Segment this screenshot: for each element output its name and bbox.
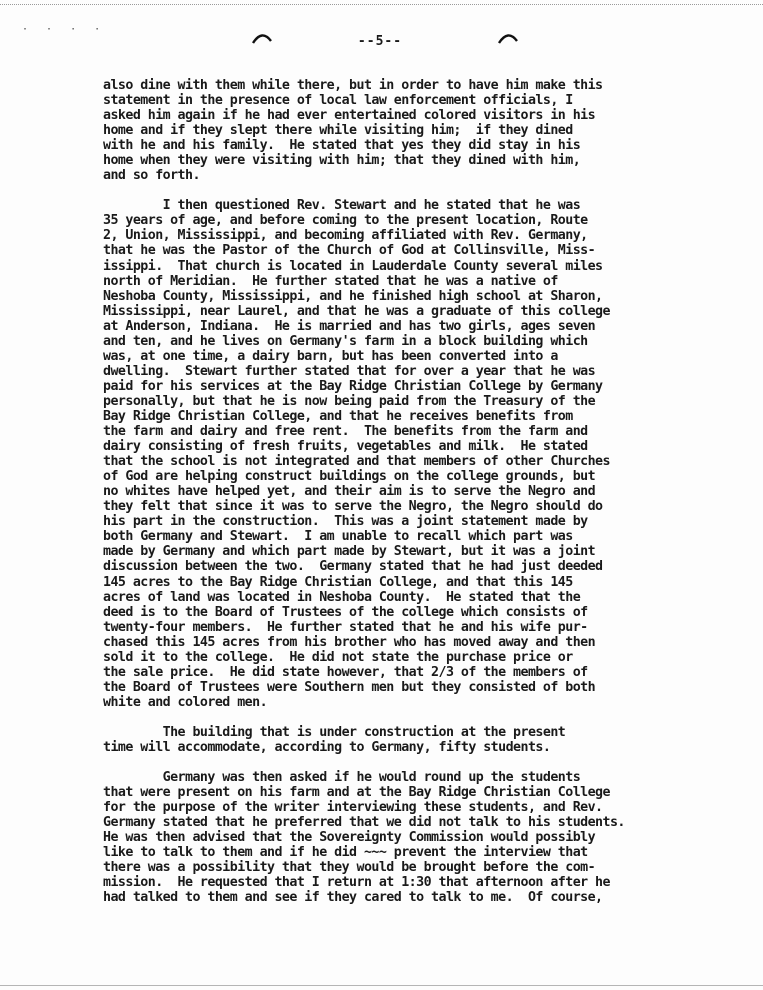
text-line: Mississippi, near Laurel, and that he was a graduate of this college bbox=[103, 303, 610, 319]
body-text bbox=[103, 78, 733, 905]
text-line: The building that is under construction at the present bbox=[103, 724, 566, 740]
text-line: home and if they slept there while visiting him; if they dined bbox=[103, 123, 573, 139]
text-line: deed is to the Board of Trustees of the college which consists of bbox=[103, 604, 588, 620]
text-line: and ten, and he lives on Germany's farm in a block building which bbox=[103, 333, 588, 349]
page-number: --5-- bbox=[357, 34, 403, 49]
text-line: was, at one time, a dairy barn, but has been converted into a bbox=[103, 348, 558, 364]
text-line: sold it to the college. He did not state the purchase price or bbox=[103, 649, 573, 665]
text-line: discussion between the two. Germany stated that he had just deeded bbox=[103, 559, 603, 575]
text-line: had talked to them and see if they cared to talk to me. Of course, bbox=[103, 890, 603, 906]
text-line: personally, but that he is now being paid from the Treasury of the bbox=[103, 393, 596, 409]
text-line: also dine with them while there, but in order to have him make this bbox=[103, 78, 603, 93]
text-line: the sale price. He did state however, that 2/3 of the members of bbox=[103, 664, 588, 680]
text-line: for the purpose of the writer interviewing these students, and Rev. bbox=[103, 800, 603, 816]
text-line: paid for his services at the Bay Ridge Christian College by Germany bbox=[103, 378, 603, 394]
text-line: I then questioned Rev. Stewart and he stated that he was bbox=[103, 198, 581, 214]
text-line: Germany was then asked if he would round up the students bbox=[103, 770, 581, 786]
text-line: and so forth. bbox=[103, 168, 200, 184]
text-line: of God are helping construct buildings on the college grounds, but bbox=[103, 469, 596, 485]
text-line: 35 years of age, and before coming to the present location, Route bbox=[103, 213, 588, 229]
text-line: issippi. That church is located in Lauderdale County several miles bbox=[103, 258, 603, 274]
text-line: they felt that since it was to serve the Negro, the Negro should do bbox=[103, 499, 603, 515]
text-line: his part in the construction. This was a joint statement made by bbox=[103, 514, 588, 530]
text-line: that he was the Pastor of the Church of God at Collinsville, Miss- bbox=[103, 243, 596, 259]
text-line: twenty-four members. He further stated that he and his wife pur- bbox=[103, 619, 588, 635]
text-line: chased this 145 acres from his brother who has moved away and then bbox=[103, 634, 596, 650]
text-line: home when they were visiting with him; that they dined with him, bbox=[103, 153, 581, 169]
text-line: that were present on his farm and at the Bay Ridge Christian College bbox=[103, 785, 610, 801]
text-line: dairy consisting of fresh fruits, vegetables and milk. He stated bbox=[103, 439, 588, 455]
text-line: He was then advised that the Sovereignty Commission would possibly bbox=[103, 830, 596, 846]
text-line: dwelling. Stewart further stated that for over a year that he was bbox=[103, 363, 596, 379]
bottom-edge-line bbox=[0, 985, 763, 986]
text-line: both Germany and Stewart. I am unable to recall which part was bbox=[103, 529, 573, 545]
text-line: acres of land was located in Neshoba County. He stated that the bbox=[103, 589, 581, 605]
text-line: the Board of Trustees were Southern men but they consisted of both bbox=[103, 679, 596, 695]
paragraph-3 bbox=[103, 725, 733, 755]
text-line: asked him again if he had ever entertained colored visitors in his bbox=[103, 108, 596, 124]
text-line: 145 acres to the Bay Ridge Christian College, and that this 145 bbox=[103, 574, 573, 590]
text-line: no whites have helped yet, and their aim is to serve the Negro and bbox=[103, 484, 596, 500]
text-line: made by Germany and which part made by Stewart, but it was a joint bbox=[103, 544, 596, 560]
text-line: with he and his family. He stated that yes they did stay in his bbox=[103, 138, 581, 154]
paragraph-2 bbox=[103, 198, 733, 710]
text-line: Neshoba County, Mississippi, and he finished high school at Sharon, bbox=[103, 288, 603, 304]
text-line: that the school is not integrated and that members of other Churches bbox=[103, 454, 610, 470]
binder-hole-mark-left bbox=[251, 32, 273, 44]
top-edge-line bbox=[0, 4, 763, 5]
text-line: 2, Union, Mississippi, and becoming affiliated with Rev. Germany, bbox=[103, 228, 588, 244]
paragraph-4 bbox=[103, 770, 733, 905]
binder-hole-mark-right bbox=[497, 32, 519, 44]
text-line: there was a possibility that they would be brought before the com- bbox=[103, 860, 596, 876]
text-line: north of Meridian. He further stated that he was a native of bbox=[103, 273, 558, 289]
text-line: Bay Ridge Christian College, and that he receives benefits from bbox=[103, 408, 573, 424]
text-line: mission. He requested that I return at 1:30 that afternoon after he bbox=[103, 875, 610, 891]
text-line: white and colored men. bbox=[103, 694, 268, 710]
scan-specks: · · · · bbox=[22, 24, 107, 35]
text-line: Germany stated that he preferred that we did not talk to his students. bbox=[103, 815, 625, 831]
text-line: like to talk to them and if he did ~~~ prevent the interview that bbox=[103, 845, 588, 861]
paragraph-1 bbox=[103, 78, 733, 183]
text-line: time will accommodate, according to Germany, fifty students. bbox=[103, 739, 551, 755]
text-line: the farm and dairy and free rent. The benefits from the farm and bbox=[103, 424, 588, 440]
text-line: statement in the presence of local law enforcement officials, I bbox=[103, 93, 573, 109]
text-line: at Anderson, Indiana. He is married and has two girls, ages seven bbox=[103, 318, 596, 334]
